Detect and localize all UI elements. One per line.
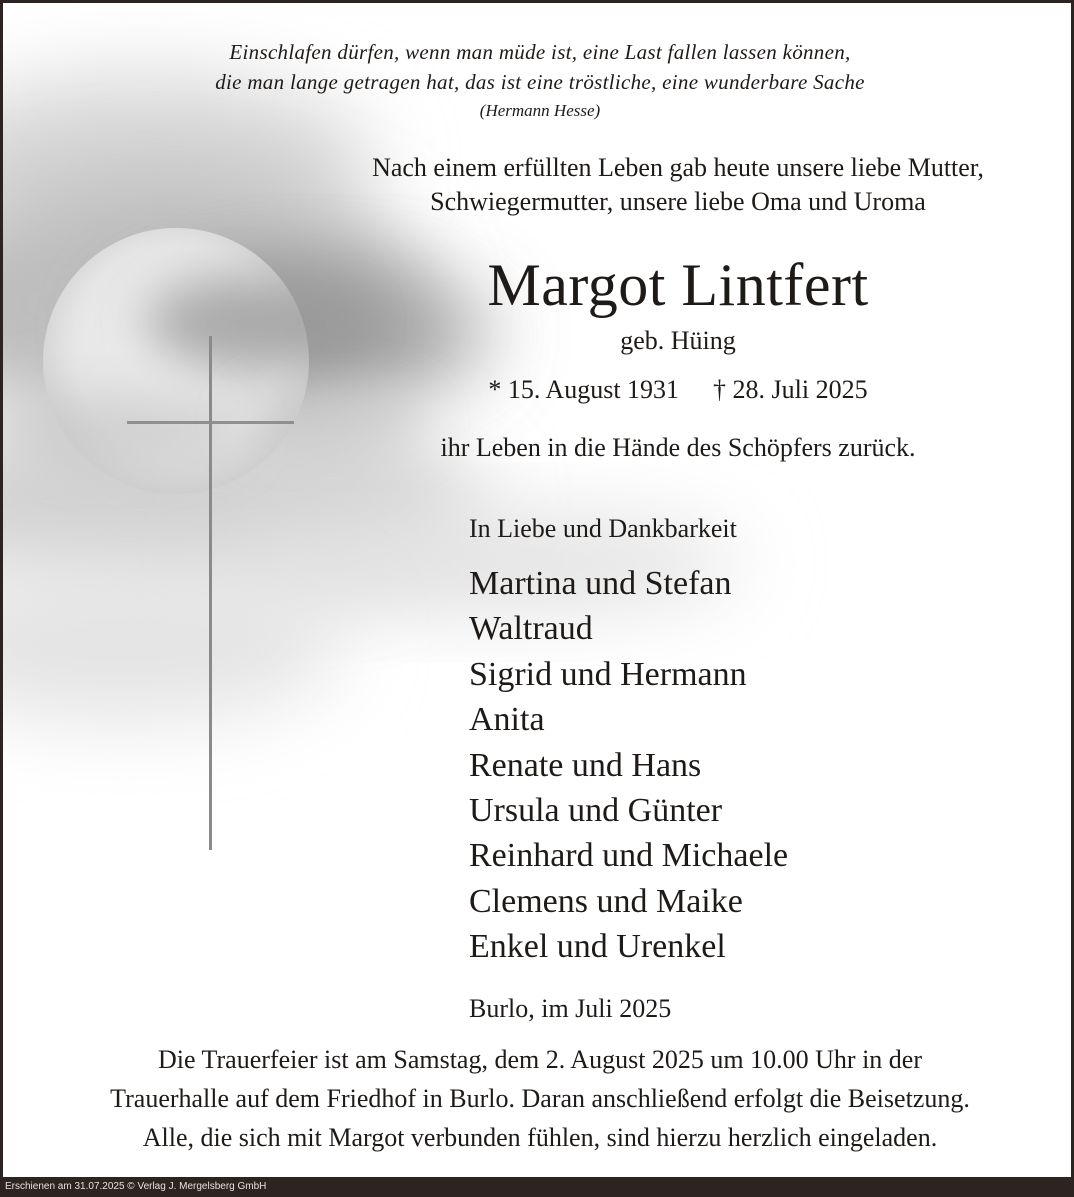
funeral-line-1: Die Trauerfeier ist am Samstag, dem 2. August 2025 um 10.00 Uhr in der (157, 1045, 923, 1074)
mourners-list (469, 561, 788, 970)
death-date: † 28. Juli 2025 (713, 375, 868, 404)
mourner-item: Sigrid und Hermann (469, 655, 747, 693)
funeral-line-2: Trauerhalle auf dem Friedhof in Burlo. Daran anschließend erfolgt die Beisetzung. (110, 1084, 970, 1113)
place-date: Burlo, im Juli 2025 (469, 994, 672, 1023)
mourner-item: Renate und Hans (469, 746, 702, 784)
maiden-name: geb. Hüing (620, 326, 736, 355)
mourner-item: Waltraud (469, 610, 593, 648)
love-line: In Liebe und Dankbarkeit (469, 514, 737, 543)
quote-line-1: Einschlafen dürfen, wenn man müde ist, eine Last fallen lassen können, (229, 40, 851, 64)
quote-line-2: die man lange getragen hat, das ist eine tröstliche, eine wunderbare Sache (215, 70, 865, 94)
mourner-item: Reinhard und Michaele (469, 837, 789, 875)
mourner-item: Ursula und Günter (469, 792, 723, 830)
life-dates (303, 375, 1053, 405)
intro-line-2: Schwiegermutter, unsere liebe Oma und Uroma (430, 187, 926, 216)
deceased-name: Margot Lintfert (487, 252, 869, 318)
publication-note: Erschienen am 31.07.2025 © Verlag J. Mergelsberg GmbH (5, 1181, 267, 1192)
mourner-item: Clemens und Maike (469, 882, 743, 920)
funeral-line-3: Alle, die sich mit Margot verbunden fühlen, sind hierzu herzlich eingeladen. (142, 1123, 938, 1152)
birth-date: * 15. August 1931 (488, 375, 680, 404)
mourner-item: Enkel und Urenkel (469, 928, 726, 966)
mourner-item: Anita (469, 701, 545, 739)
quote-source: (Hermann Hesse) (479, 101, 601, 120)
return-line: ihr Leben in die Hände des Schöpfers zurück. (440, 433, 916, 462)
mourner-item: Martina und Stefan (469, 565, 732, 602)
intro-line-1: Nach einem erfüllten Leben gab heute unsere liebe Mutter, (372, 153, 984, 182)
